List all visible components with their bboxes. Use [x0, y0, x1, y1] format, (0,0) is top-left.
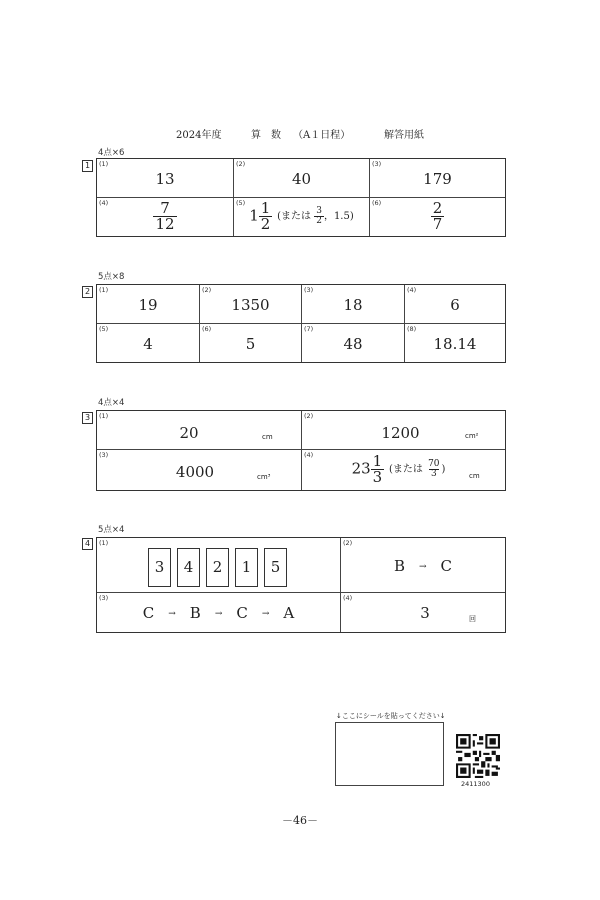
q1-cell-6 [370, 198, 505, 236]
q1-cell-4-label: (4) [99, 199, 109, 207]
q2-cell-4 [405, 285, 505, 324]
alt-fraction [426, 460, 441, 479]
q1-cell-3-value: 179 [423, 170, 452, 188]
q2-cell-1-value: 19 [138, 296, 158, 314]
q2-cell-3-value: 18 [343, 296, 363, 314]
q2-cell-3 [302, 285, 405, 324]
alt-suffix: 1.5 [333, 211, 350, 222]
q4-cell-1 [97, 538, 341, 593]
q3-cell-4 [302, 450, 505, 490]
q4-answer-grid [96, 537, 506, 633]
q4-cell-2-value [341, 557, 505, 575]
alt-prefix: または [392, 464, 423, 475]
q2-cell-2 [200, 285, 302, 324]
q3-cell-2-label: (2) [304, 412, 314, 420]
alternative-answer [388, 459, 446, 479]
q1-cell-4 [97, 198, 234, 236]
fraction [431, 201, 445, 232]
q4-cell-3-label: (3) [99, 594, 109, 602]
q1-cell-4-value [97, 201, 233, 232]
fraction [153, 201, 176, 232]
fraction-denominator: 3 [430, 469, 437, 479]
q4-number: 4 [82, 538, 93, 550]
seq-item: A [283, 604, 295, 622]
q4-cell-4-label: (4) [343, 594, 353, 602]
q2-cell-3-label: (3) [304, 286, 314, 294]
paren-open: ( [388, 464, 393, 475]
q1-cell-1-label: (1) [99, 160, 109, 168]
arrow-icon: → [419, 562, 427, 572]
paren-close: ) [349, 211, 354, 222]
q3-cell-2-value: 1200 [381, 424, 420, 442]
q2-cell-6-label: (6) [202, 325, 212, 333]
seq-item: B [189, 604, 201, 622]
q2-answer-grid [96, 284, 506, 363]
q3-cell-3 [97, 450, 302, 490]
q3-cell-4-value [292, 454, 505, 485]
header-year: 2024年度 [176, 130, 222, 141]
alt-prefix: または [281, 211, 312, 222]
q2-cell-7 [302, 324, 405, 362]
arrow-icon: → [261, 609, 270, 619]
q4-points: 5点×4 [98, 525, 125, 535]
digit-box: 2 [206, 548, 229, 587]
q2-cell-5-label: (5) [99, 325, 109, 333]
q2-cell-2-label: (2) [202, 286, 212, 294]
q1-points: 4点×6 [98, 148, 125, 158]
qr-code-icon [456, 734, 500, 778]
fraction-denominator: 2 [316, 216, 322, 226]
q4-cell-2 [341, 538, 505, 593]
fraction [259, 201, 273, 232]
q1-cell-1 [97, 159, 234, 198]
unit-label: 回 [469, 615, 476, 623]
q2-cell-4-label: (4) [407, 286, 417, 294]
q3-cell-2 [302, 411, 505, 450]
qr-code-number: 2411300 [461, 780, 490, 788]
paren-open: ( [277, 211, 282, 222]
q3-cell-1-value: 20 [179, 424, 199, 442]
q1-cell-3-label: (3) [372, 160, 382, 168]
seq-item: C [440, 557, 453, 575]
q3-cell-3-value: 4000 [175, 463, 215, 481]
q2-cell-5 [97, 324, 200, 362]
q1-cell-1-value: 13 [155, 170, 175, 188]
q1-cell-5-label: (5) [236, 199, 246, 207]
q2-cell-8-label: (8) [407, 325, 417, 333]
alternative-answer [277, 206, 354, 226]
q3-number: 3 [82, 412, 93, 424]
q4-cell-2-label: (2) [343, 539, 353, 547]
digit-box: 4 [177, 548, 200, 587]
q2-cell-6 [200, 324, 302, 362]
page-number: －46－ [282, 814, 318, 827]
q1-cell-2 [234, 159, 370, 198]
digit-box: 1 [235, 548, 258, 587]
q3-cell-3-label: (3) [99, 451, 109, 459]
seq-item: C [142, 604, 155, 622]
q2-cell-7-value: 48 [343, 335, 363, 353]
seq-item: C [236, 604, 248, 622]
fraction [371, 454, 385, 485]
unit-label: cm [469, 472, 480, 480]
q1-cell-2-value: 40 [291, 170, 312, 188]
q1-cell-5-value [234, 201, 369, 232]
q3-answer-grid [96, 410, 506, 491]
q2-cell-1 [97, 285, 200, 324]
header-subject: 算 数 [251, 130, 281, 141]
q3-points: 4点×4 [98, 398, 125, 408]
q2-cell-4-value: 6 [450, 296, 460, 314]
fraction-denominator: 3 [372, 468, 383, 486]
q3-cell-1-label: (1) [99, 412, 109, 420]
q2-cell-8-value: 18.14 [433, 335, 477, 353]
arrow-icon: → [168, 609, 176, 619]
q3-cell-4-label: (4) [304, 451, 314, 459]
q2-cell-2-value: 1350 [231, 296, 270, 314]
mixed-whole: 23 [351, 459, 371, 478]
alt-fraction [314, 207, 324, 226]
q2-number: 2 [82, 286, 93, 298]
q2-cell-6-value: 5 [245, 335, 256, 353]
digit-box: 3 [148, 548, 171, 587]
q1-answer-grid [96, 158, 506, 237]
fraction-numerator: 1 [260, 199, 271, 217]
sheet-header [0, 126, 600, 142]
q2-cell-8 [405, 324, 505, 362]
unit-label: cm [262, 433, 273, 441]
fraction-numerator: 7 [160, 199, 170, 217]
q3-cell-1 [97, 411, 302, 450]
fraction-numerator: 70 [428, 459, 440, 469]
fraction-denominator: 2 [260, 215, 271, 233]
q2-cell-1-label: (1) [99, 286, 109, 294]
fraction-numerator: 2 [432, 199, 443, 217]
q1-cell-6-label: (6) [372, 199, 382, 207]
digit-box: 5 [264, 548, 287, 587]
q2-cell-7-label: (7) [304, 325, 314, 333]
seq-item: B [393, 557, 405, 575]
header-doc-title: 解答用紙 [384, 130, 424, 141]
q4-cell-4-value: 3 [420, 604, 430, 622]
q4-cell-4 [341, 593, 505, 632]
q1-cell-3 [370, 159, 505, 198]
q4-cell-1-label: (1) [99, 539, 109, 547]
seal-instruction: ↓ここにシールを貼ってください↓ [336, 712, 446, 720]
q4-cell-3-value [97, 604, 340, 622]
fraction-numerator: 1 [372, 452, 383, 470]
q2-points: 5点×8 [98, 272, 125, 282]
q1-cell-6-value [370, 201, 505, 232]
unit-label: cm³ [257, 473, 271, 481]
paren-close: ) [441, 464, 446, 475]
q1-number: 1 [82, 160, 93, 172]
arrow-icon: → [214, 609, 223, 619]
q1-cell-5 [234, 198, 370, 236]
q1-cell-2-label: (2) [236, 160, 246, 168]
fraction-numerator: 3 [316, 206, 322, 216]
header-session: （A１日程） [293, 130, 351, 141]
mixed-whole: 1 [249, 206, 259, 225]
q2-cell-5-value: 4 [143, 335, 153, 353]
fraction-denominator: 7 [432, 215, 443, 233]
comma: ， [323, 211, 334, 222]
fraction-denominator: 12 [155, 215, 175, 233]
q4-cell-3 [97, 593, 341, 632]
seal-box [335, 722, 444, 786]
unit-label: cm² [465, 432, 479, 440]
